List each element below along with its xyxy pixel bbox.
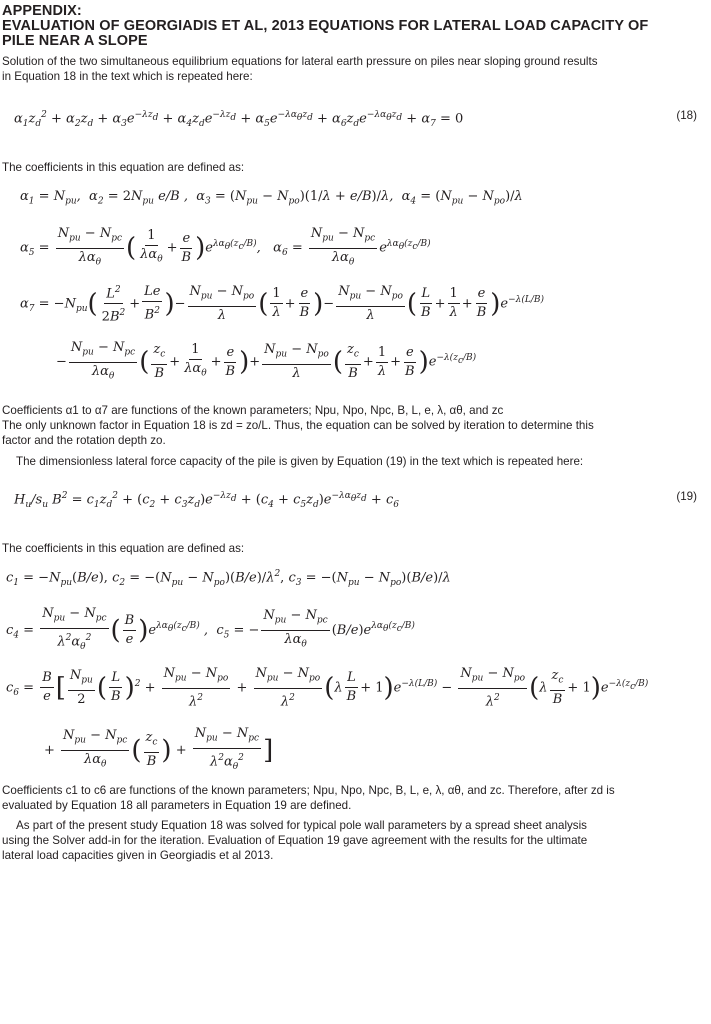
appendix-label: APPENDIX:	[2, 3, 82, 19]
equation-c1-3: $c_1 = -N_{pu}(B/e)$, $c_2 = -(N_{pu} - N_{po})(B/e)/\lambda^2$, $c_3 = -(N_{pu} - N_{po})(B/e)/\lambda$	[6, 569, 451, 588]
closing-line3: As part of the present study Equation 18 was solved for typical pole wall parameters by a spread sheet analysis	[16, 819, 587, 832]
equation-alpha1-4: $\alpha_1 = N_{pu}$, $\alpha_2 = 2N_{pu}$ e/B , $\alpha_3 = (N_{pu} - N_{po})(1/\lambda + e/B)/\lambda$, $\alpha_4 = (N_{pu} - N_{po})/\lambda$	[20, 189, 523, 207]
closing-line2: evaluated by Equation 18 all parameters in Equation 19 are defined.	[2, 799, 352, 812]
coefficients-note-line4: The dimensionless lateral force capacity of the pile is given by Equation (19) in the text which is repeated here:	[16, 455, 584, 468]
equation-alpha7-line2: − $N_{pu} - N_{pc}$ $\lambda\alpha_\theta$ ( $\frac{z_c}{B}$ + 1 $\lambda\alpha_\theta$ + $\frac{e}{B}$ )+ $N_{pu} - N_{po}$ λ ( $\frac{z_c}{B}$ + $\frac{1}{\lambda}$ + $\frac{e}{B}$ )$e^{-\lambda(z_c/B)}$	[56, 340, 477, 382]
equation-alpha7-line1: $\alpha_7 = -N_{pu}$( $\frac{L^2}{2B^2}$ + $\frac{Le}{B^2}$ )− $N_{pu} - N_{po}$ λ ( $\frac{1}{\lambda}$ + $\frac{e}{B}$ )− $N_{pu} - N_{po}$ λ ( $\frac{L}{B}$ + $\frac{1}{\lambda}$ + $\frac{e}{B}$ )$e^{-\lambda(L/B)}$	[20, 282, 544, 326]
closing-line4: using the Solver add-in for the iteration. Evaluation of Equation 19 gave agreement with the results for the ultimate	[2, 834, 588, 847]
coefficients-intro-alpha: The coefficients in this equation are defined as:	[2, 161, 245, 174]
equation-c6-line1: $c_6$ = $\frac{B}{e}$ [ $N_{pu}$ 2 ( $\frac{L}{B}$ )$^2$ + $N_{pu} - N_{po}$ $\lambda^2$ + $N_{pu} - N_{po}$ $\lambda^2$ (λ $\frac{L}{B}$ + $1)e^{-\lambda(L/B)}$ − $N_{pu} - N_{po}$ $\lambda^2$ (λ $\frac{z_c}{B}$ + $1)e^{-\lambda(z_c/B)}$	[6, 666, 649, 709]
equation-alpha5-6: $\alpha_5$ = $N_{pu} - N_{pc}$ $\lambda\alpha_\theta$ ( 1 $\lambda\alpha_\theta$ + $\frac{e}{B}$ )$e^{\lambda\alpha_\theta(z_c/B)}$, $\alpha_6$ = $N_{pu} - N_{pc}$ $\lambda\alpha_\theta$ $e^{\lambda\alpha_\theta(z_c/B)}$	[20, 226, 431, 268]
coefficients-note-line2: The only unknown factor in Equation 18 is zd = zo/L. Thus, the equation can be solved by iteration to determine this	[2, 419, 594, 432]
appendix-title-line1: EVALUATION OF GEORGIADIS ET AL, 2013 EQUATIONS FOR LATERAL LOAD CAPACITY OF	[2, 18, 649, 34]
equation-c4-5: $c_4$ = $N_{pu} - N_{pc}$ $\lambda^2\alpha_\theta^2$ ( $\frac{B}{e}$ )$e^{\lambda\alpha_\theta(z_c/B)}$ , $c_5$ = − $N_{pu} - N_{pc}$ $\lambda\alpha_\theta$ $(B/e)e^{\lambda\alpha_\theta(z_c/B)}$	[6, 606, 415, 652]
equation-18: $\alpha_1z_d^2 + \alpha_2z_d + \alpha_3e^{-\lambda z_d} + \alpha_4z_de^{-\lambda z_d} + \alpha_5e^{-\lambda\alpha_\theta z_d} + \alpha_6z_de^{-\lambda\alpha_\theta z_d} + \alpha_7 = 0$	[14, 110, 464, 129]
equation-18-number: (18)	[676, 109, 697, 122]
equation-c6-line2: + $N_{pu} - N_{pc}$ $\lambda\alpha_\theta$ ( $\frac{z_c}{B}$ ) + $N_{pu} - N_{pc}$ $\lambda^2\alpha_\theta^2$ ]	[44, 726, 274, 772]
coefficients-note-line3: factor and the rotation depth zo.	[2, 434, 166, 447]
closing-line1: Coefficients c1 to c6 are functions of the known parameters; Npu, Npo, Npc, B, L, e, λ, αθ, and zc. Therefore, after zd is	[2, 784, 615, 797]
appendix-title-line2: PILE NEAR A SLOPE	[2, 33, 148, 49]
equation-19-number: (19)	[676, 490, 697, 503]
equation-19: $H_u/s_u$ $B^2 = c_1z_d^2 + (c_2 + c_3z_d)e^{-\lambda z_d} + (c_4 + c_5z_d)e^{-\lambda\alpha_\theta z_d} + c_6$	[14, 491, 399, 510]
closing-line5: lateral load capacities given in Georgiadis et al 2013.	[2, 849, 274, 862]
coefficients-note-line1: Coefficients α1 to α7 are functions of the known parameters; Npu, Npo, Npc, B, L, e, λ, αθ, and zc	[2, 404, 504, 417]
coefficients-intro-c: The coefficients in this equation are defined as:	[2, 542, 245, 555]
intro-line2: in Equation 18 in the text which is repeated here:	[2, 70, 253, 83]
intro-line1: Solution of the two simultaneous equilibrium equations for lateral earth pressure on piles near sloping ground results	[2, 55, 598, 68]
